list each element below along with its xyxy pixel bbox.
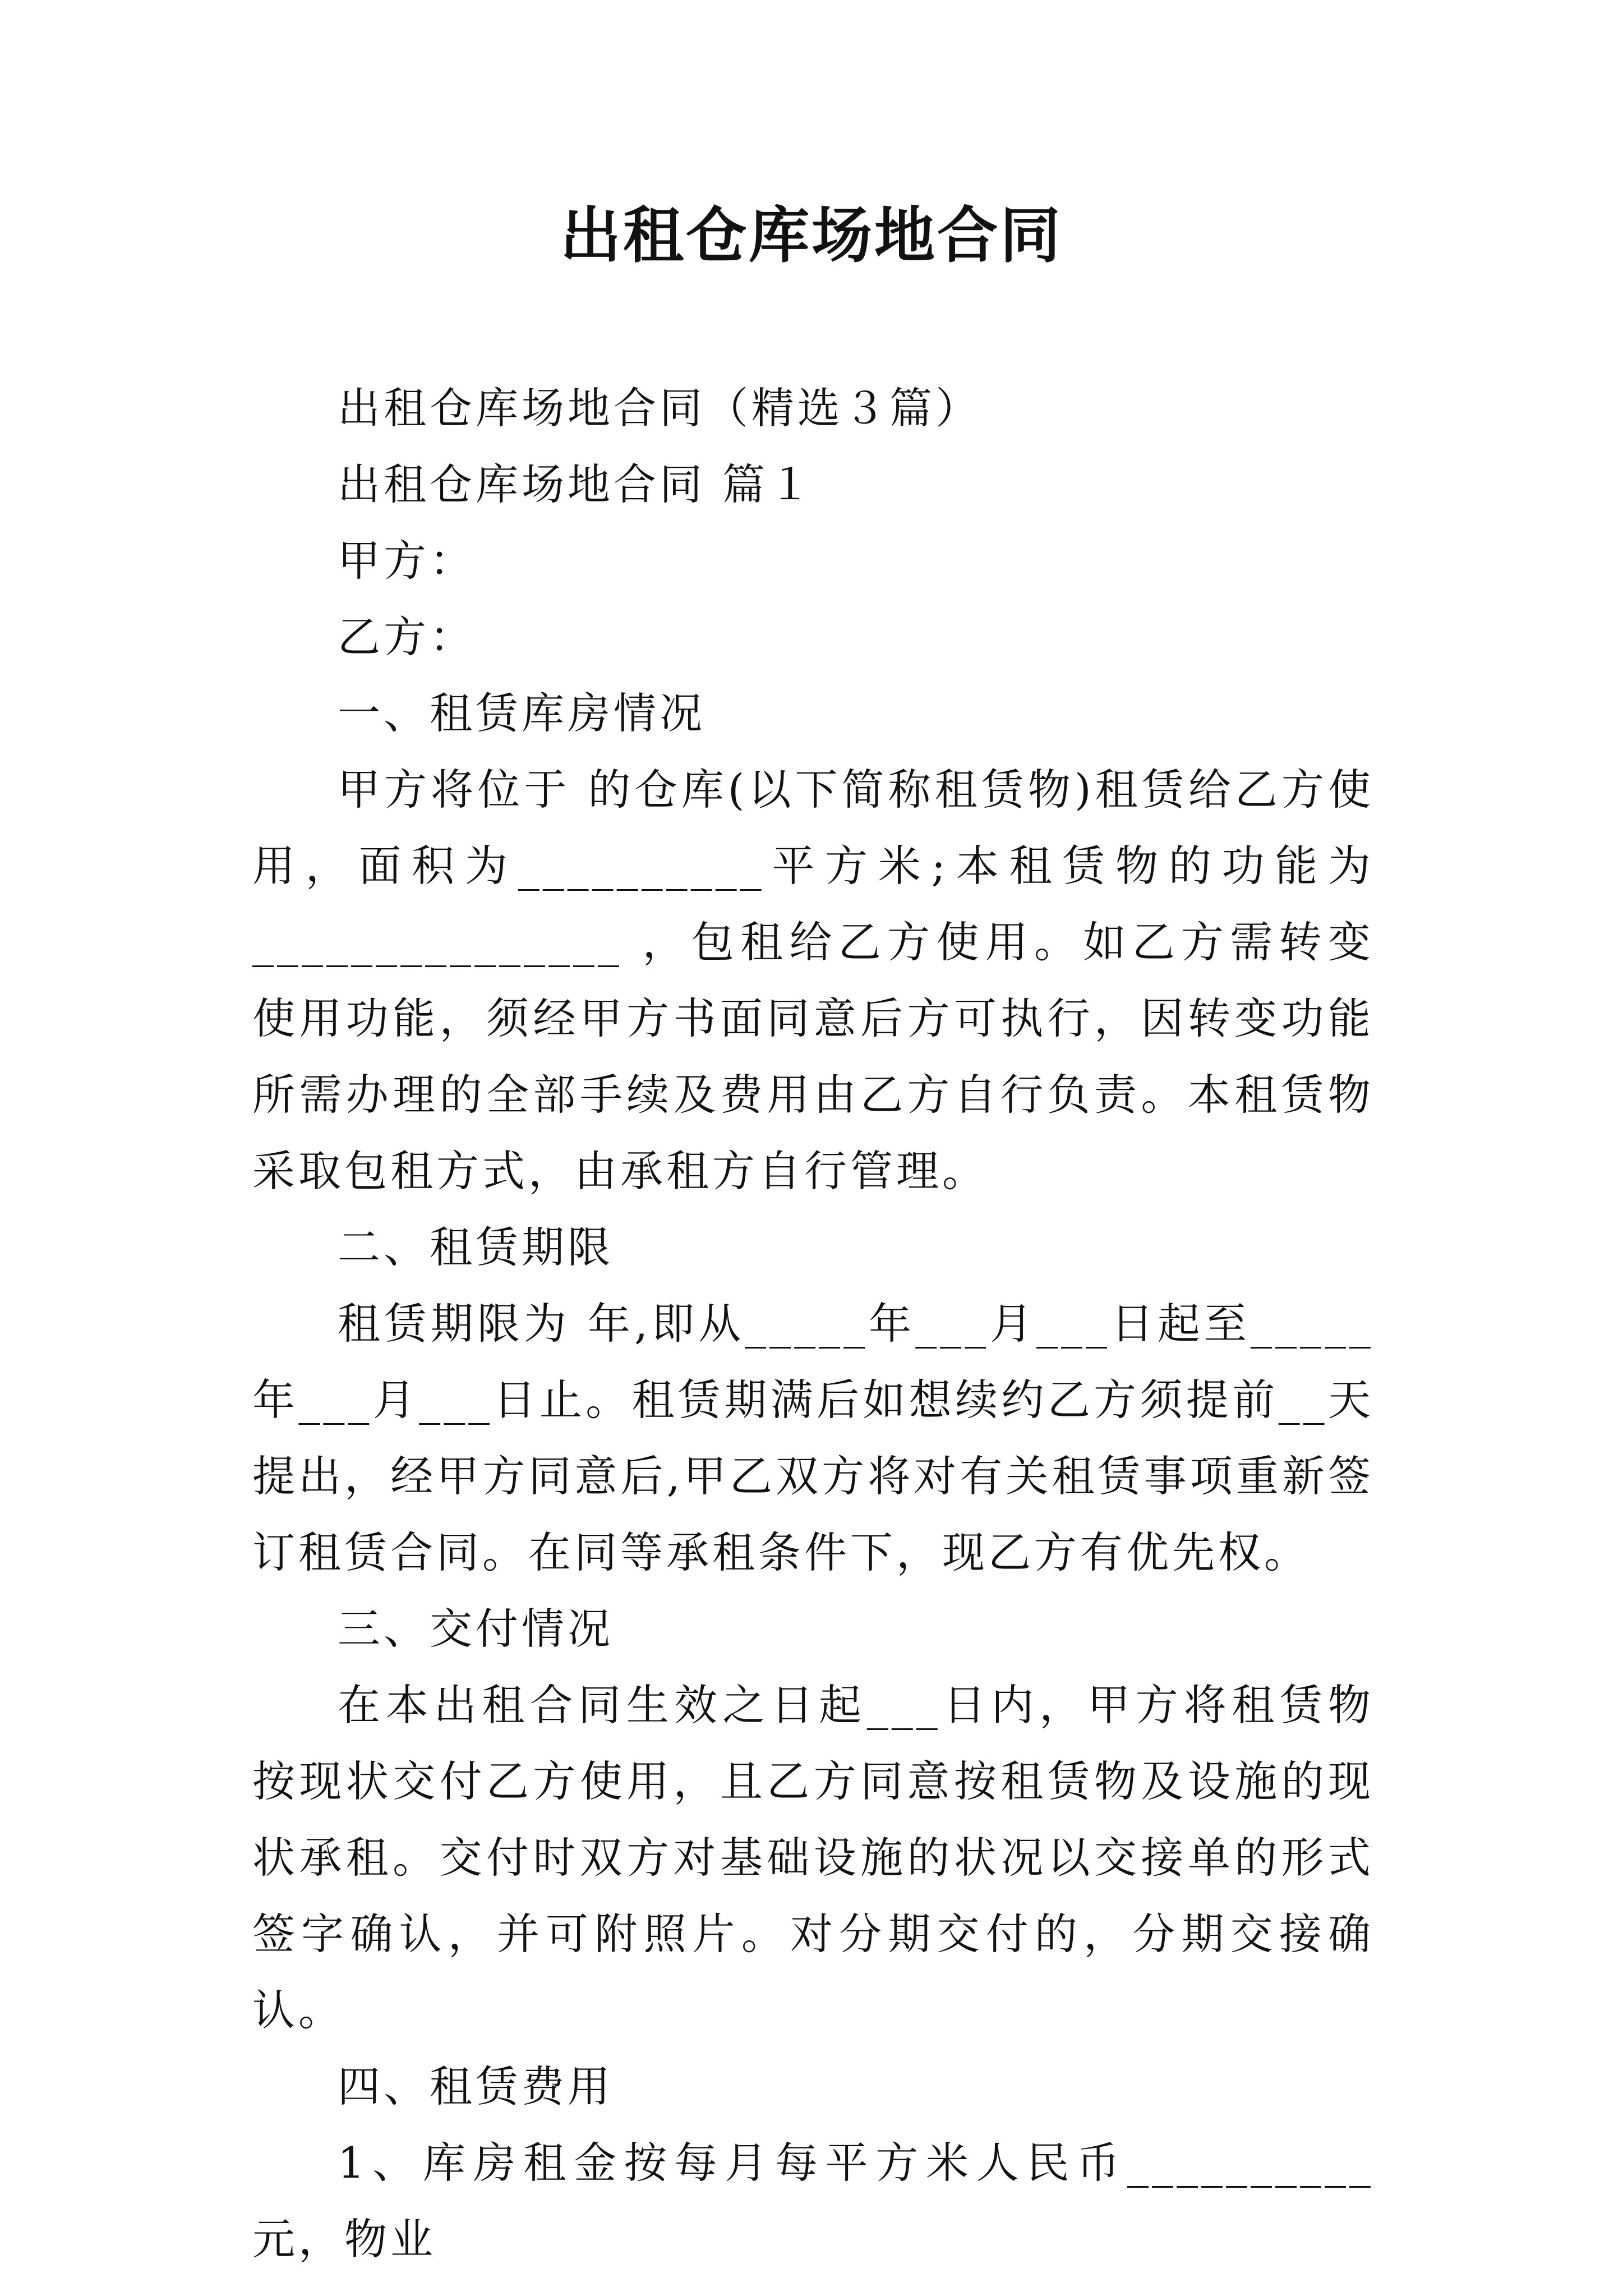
section-2-paragraph: 租赁期限为 年,即从_____年___月___日起至_____年___月___日止。租赁期满后如想续约乙方须提前__天提出，经甲方同意后,甲乙双方将对有关租赁事项重新签订租赁合同。在同等承租条件下，现乙方有优先权。 <box>252 1299 1374 1577</box>
document-title: 出租仓库场地合同 <box>560 200 1063 271</box>
section-heading-3: 三、交付情况 <box>338 1604 614 1654</box>
section-4-paragraph: 1、库房租金按每月每平方米人民币__________元，物业 <box>252 2138 1374 2264</box>
section-heading-2: 二、租赁期限 <box>338 1222 614 1272</box>
document-body <box>252 370 1374 2277</box>
contract-heading: 出租仓库场地合同 篇１ <box>338 459 815 509</box>
section-heading-4: 四、租赁费用 <box>338 2062 614 2111</box>
section-heading-1: 一、租赁库房情况 <box>338 688 706 738</box>
section-3-paragraph: 在本出租合同生效之日起___日内，甲方将租赁物按现状交付乙方使用，且乙方同意按租赁物及设施的现状承租。交付时双方对基础设施的状况以交接单的形式签字确认，并可附照片。对分期交付的，分期交接确认。 <box>252 1680 1374 2035</box>
section-1-paragraph: 甲方将位于 的仓库(以下简称租赁物)租赁给乙方使用，面积为__________平方米;本租赁物的功能为_______________ ，包租给乙方使用。如乙方需转变使用功能，须经甲方书面同意后方可执行，因转变功能所需办理的全部手续及费用由乙方自行负责。本租赁物采取包租方式，由承租方自行管理。 <box>252 765 1374 1196</box>
party-b-line: 乙方： <box>338 612 476 662</box>
party-a-line: 甲方： <box>338 536 476 586</box>
collection-heading: 出租仓库场地合同（精选３篇） <box>338 383 981 433</box>
